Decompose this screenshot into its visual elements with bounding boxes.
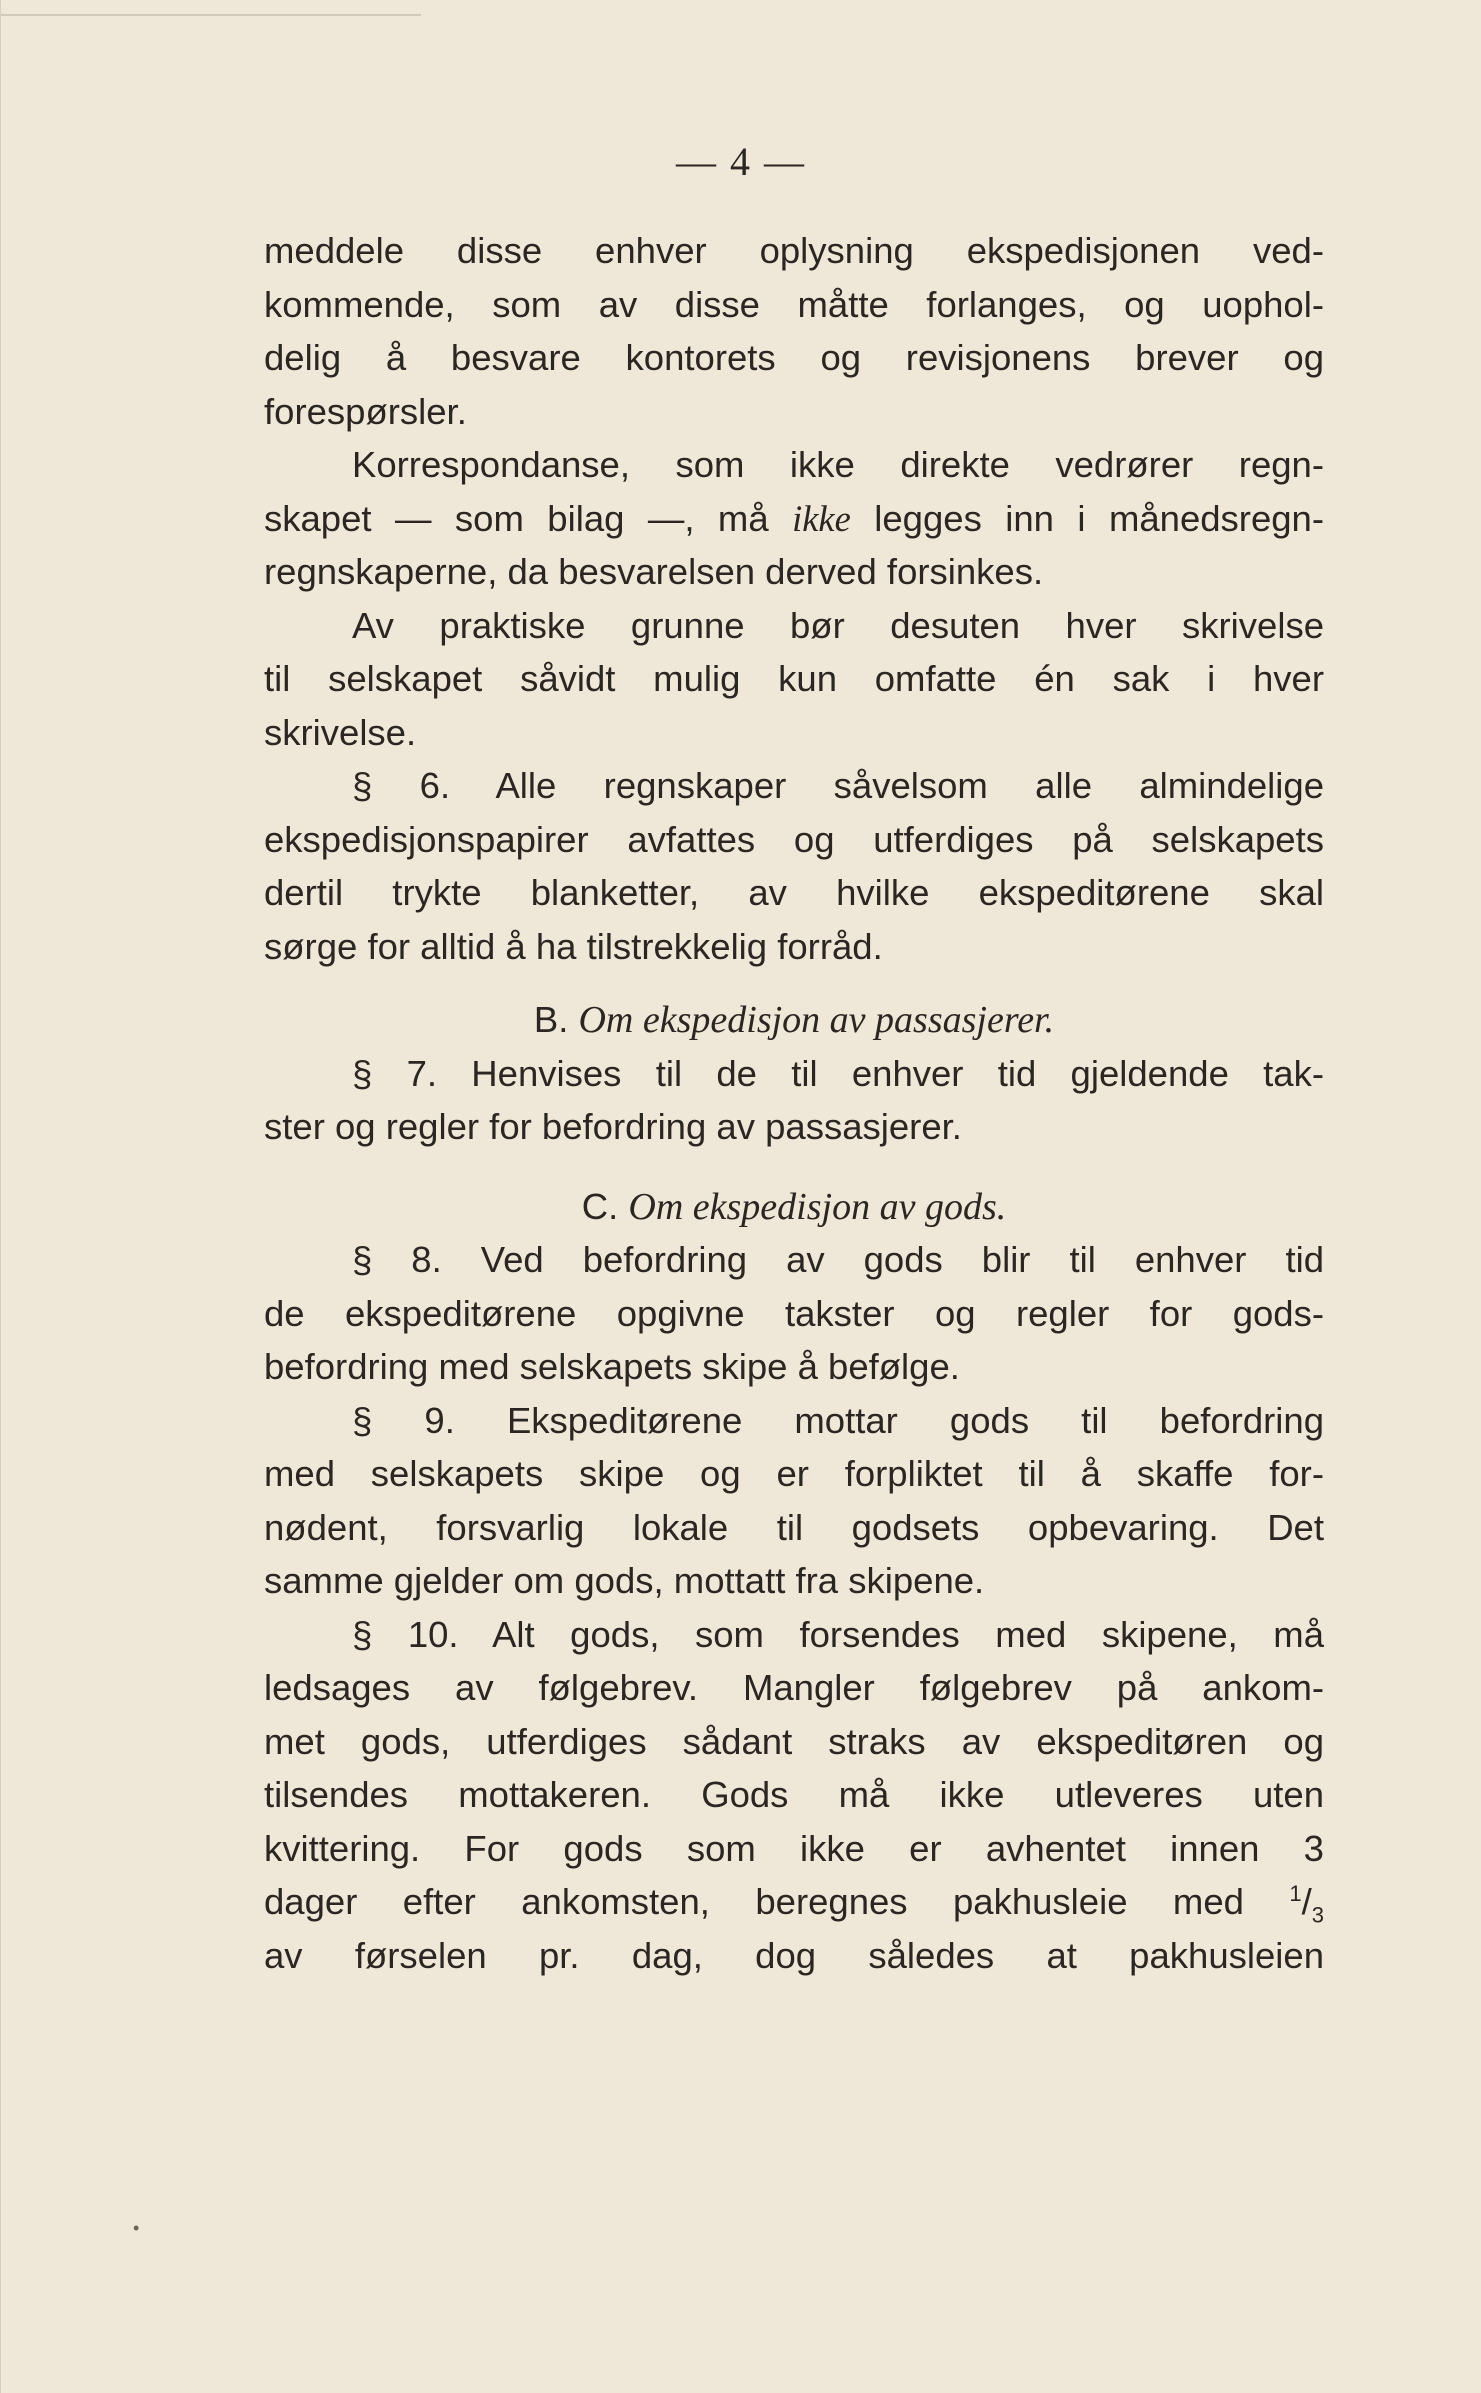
emphasis-text: ikke [792, 497, 851, 539]
line-segment: skapet — som bilag —, må [264, 497, 793, 539]
body-line: tilsendes mottakeren. Gods må ikke utleveres uten [264, 1774, 1324, 1815]
paragraph-group-2 [264, 545, 1324, 973]
body-line: skrivelse. [264, 711, 417, 753]
section-letter: C. [581, 1185, 629, 1227]
body-line: § 10. Alt gods, som forsendes med skipene, må [352, 1613, 1324, 1655]
body-line: § 8. Ved befordring av gods blir til enhver tid [352, 1239, 1324, 1280]
body-line: delig å besvare kontorets og revisjonens brever og [264, 337, 1324, 378]
body-line: av førselen pr. dag, dog således at pakhusleien [264, 1934, 1324, 1976]
body-line: § 6. Alle regnskaper såvelsom alle almindelige [352, 765, 1324, 806]
body-line: ledsages av følgebrev. Mangler følgebrev på ankom- [264, 1667, 1324, 1708]
body-line: til selskapet såvidt mulig kun omfatte én sak i hver [264, 658, 1324, 699]
body-line: med selskapets skipe og er forpliktet til å skaffe for- [264, 1453, 1324, 1494]
section-title: Om ekspedisjon av passasjerer. [578, 999, 1055, 1041]
body-line: kommende, som av disse måtte forlanges, og uophol- [264, 283, 1324, 325]
page-number: — 4 — [676, 139, 806, 184]
paragraph-group-3 [264, 1047, 1324, 1154]
body-line: forespørsler. [264, 390, 467, 432]
section-heading-b [264, 993, 1324, 1047]
line-segment: dager efter ankomsten, beregnes pakhusleie med [264, 1881, 1290, 1922]
body-line: sørge for alltid å ha tilstrekkelig forråd. [264, 925, 883, 967]
body-line: kvittering. For gods som ikke er avhentet innen 3 [264, 1827, 1324, 1869]
body-line [264, 492, 1324, 546]
section-heading-c [264, 1180, 1324, 1234]
body-line: dertil trykte blanketter, av hvilke ekspeditørene skal [264, 872, 1324, 913]
body-line: befordring med selskapets skipe å befølge. [264, 1346, 960, 1387]
paragraph-group-1 [264, 224, 1324, 492]
body-line: nødent, forsvarlig lokale til godsets opbevaring. Det [264, 1506, 1324, 1548]
fraction-denominator: 3 [1311, 1902, 1324, 1928]
body-line: met gods, utferdiges sådant straks av ekspeditøren og [264, 1720, 1324, 1762]
body-line: regnskaperne, da besvarelsen derved forsinkes. [264, 551, 1044, 592]
page-top-edge [1, 0, 421, 16]
stain-mark: • [133, 2218, 140, 2238]
fraction-slash: / [1301, 1881, 1312, 1922]
body-line: ster og regler for befordring av passasjerer. [264, 1106, 962, 1147]
body-line: meddele disse enhver oplysning ekspedisjonen ved- [264, 230, 1324, 271]
body-line: § 9. Ekspeditørene mottar gods til befordring [352, 1399, 1324, 1441]
body-line: Korrespondanse, som ikke direkte vedrører regn- [352, 444, 1324, 485]
section-letter: B. [533, 999, 579, 1040]
section-title: Om ekspedisjon av gods. [628, 1185, 1007, 1228]
body-line: Av praktiske grunne bør desuten hver skrivelse [352, 604, 1324, 646]
body-line: de ekspeditørene opgivne takster og regler for gods- [264, 1292, 1324, 1334]
body-text [264, 224, 1324, 1982]
body-line: ekspedisjonspapirer avfattes og utferdiges på selskapets [264, 818, 1324, 860]
paragraph-group-4 [264, 1233, 1324, 1875]
body-line-fraction [264, 1875, 1324, 1929]
body-line: samme gjelder om gods, mottatt fra skipene. [264, 1560, 985, 1601]
body-line: § 7. Henvises til de til enhver tid gjeldende tak- [352, 1052, 1324, 1094]
fraction-numerator: 1 [1289, 1880, 1302, 1906]
line-segment: legges inn i månedsregn- [850, 497, 1325, 539]
